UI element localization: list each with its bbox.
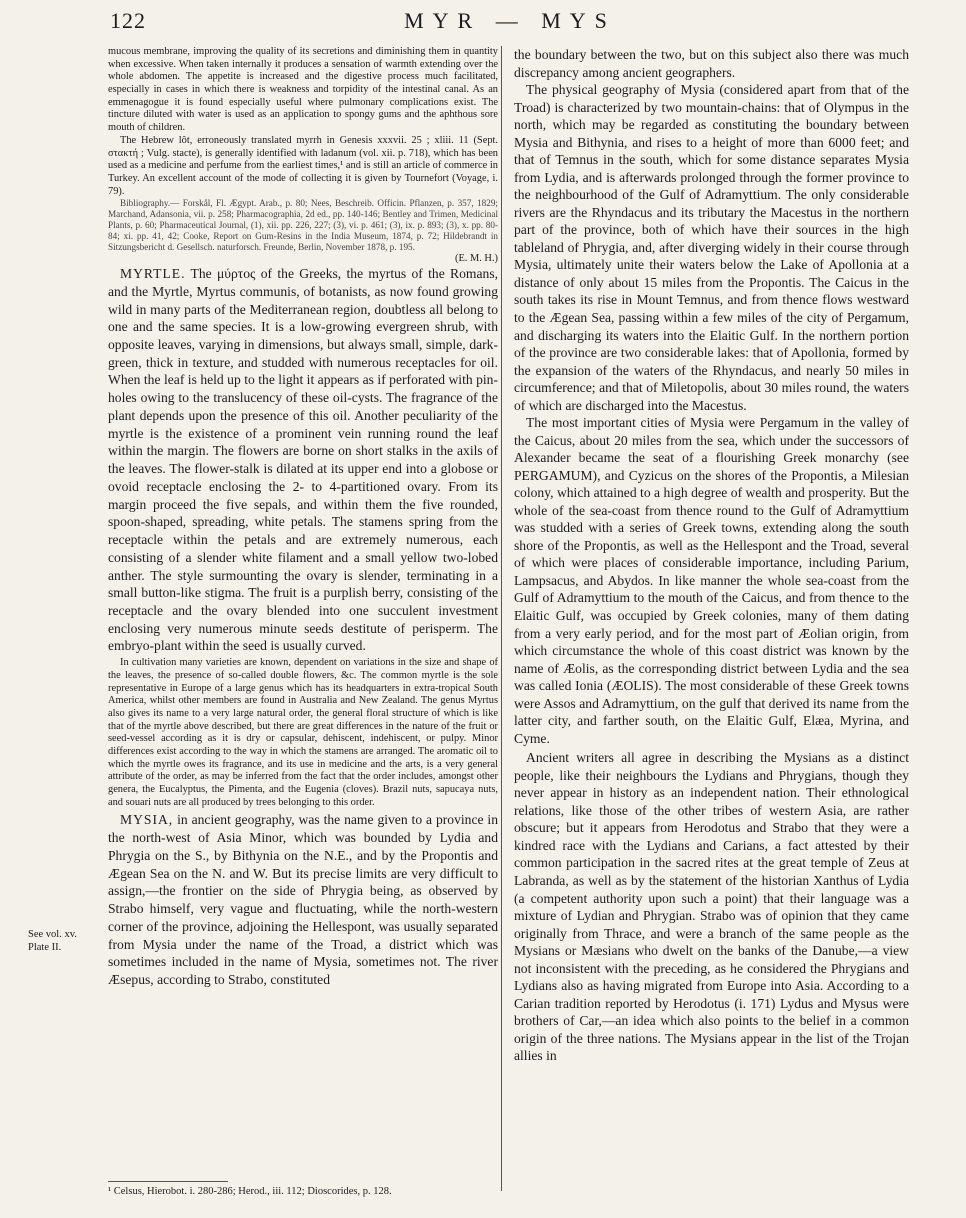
- page-header: [110, 8, 910, 42]
- running-head: MYR — MYS: [404, 8, 616, 33]
- mysia-article: [108, 811, 498, 988]
- mysia-body: in ancient geography, was the name given to a province in the north-west of Asia Minor, which was bounded by Lydia and Phrygia on the S., by Bithynia on the N.E., and by the Propontis and Ægean Sea on the N. and W. But its precise limits are very difficult to assign,—the frontier on the side of Phrygia being, as observed by Strabo himself, very vague and fluctuating, while the north-western corner of the province, adjoining the Hellespont, was usually separated from Mysia under the name of the Troad, a district which was sometimes included in the name of Mysia, sometimes not. The river Æsepus, according to Strabo, constituted: [108, 812, 498, 988]
- author-signature: (E. M. H.): [455, 252, 498, 264]
- mysia-paragraph-3: The most important cities of Mysia were Pergamum in the valley of the Caicus, about 20 miles from the sea, which under the successors of Alexander became the seat of a flourishing Greek monarchy (see PERGAMUM), and Cyzicus on the shores of the Propontis, a Milesian colony, which attained to a high degree of wealth and prosperity. But the whole of the sea-coast from thence round to the Gulf of Adramyttium was studded with a series of Greek towns, extending along the south shore of the Propontis, as well as the Hellespont and the Troad, several of which were places of considerable importance, including Parium, Lampsacus, and Abydos. In like manner the whole sea-coast from the Gulf of Adramyttium to the mouth of the Caicus, and from thence to the Elaitic Gulf, was occupied by Greek colonies, many of them dating from a very early period, and for the most part of Æolian origin, from which circumstance the whole of this coast district was known by the name of Æolis, as the corresponding district between Lydia and the sea was called Ionia (ÆOLIS). The most considerable of these Greek towns were Assos and Adramyttium, on the gulf that derived its name from the latter city, and farther south, on the Elaitic Gulf, Elæa, Myrina, and Cyme.: [514, 415, 909, 746]
- myrtle-article: [108, 265, 498, 655]
- myrrh-paragraph-2: The Hebrew lôt, erroneously translated myrrh in Genesis xxxvii. 25 ; xliii. 11 (Sept. στακτή ; Vulg. stacte), is generally identified with ladanum (vol. xii. p. 718), which has been used as a medicine and perfume from the earliest times,¹ and is still an article of commerce in Turkey. An excellent account of the mode of collecting it is given by Tournefort (Voyage, i. 79).: [108, 134, 498, 197]
- mysia-paragraph-1-cont: the boundary between the two, but on this subject also there was much discrepancy among ancient geographers.: [514, 47, 909, 80]
- myrtle-body: The μύρτος of the Greeks, the myrtus of the Romans, and the Myrtle, Myrtus communis, of botanists, as now found growing wild in many parts of the Mediterranean region, doubtless all belong to one and the same species. It is a low-growing evergreen shrub, with opposite leaves, varying in dimensions, but always small, simple, dark-green, thick in texture, and studded with numerous receptacles for oil. When the leaf is held up to the light it appears as if perforated with pin-holes owing to the translucency of these oil-cysts. The fragrance of the plant depends upon the presence of this oil. Another peculiarity of the myrtle is the existence of a prominent vein running round the leaf within the margin. The flowers are borne on short stalks in the axils of the leaves. The flower-stalk is dilated at its upper end into a globose or ovoid receptacle enclosing the 2- to 4-partitioned ovary. From its margin proceed the five sepals, and within them the five rounded, spoon-shaped, spreading, white petals. The stamens spring from the receptacle within the petals and are extremely numerous, each consisting of a slender white filament and a small yellow two-lobed anther. The style surmounting the ovary is slender, terminating in a small button-like stigma. The fruit is a purplish berry, consisting of the receptacle and the ovary blended into one succulent investment enclosing very numerous minute seeds destitute of perisperm. The embryo-plant within the seed is usually curved.: [108, 266, 499, 654]
- mysia-headword: MYSIA,: [120, 812, 174, 828]
- footnote: ¹ Celsus, Hierobot. i. 280-286; Herod., iii. 112; Dioscorides, p. 128.: [108, 1186, 392, 1197]
- mysia-paragraph-2: The physical geography of Mysia (considered apart from that of the Troad) is characterized by two mountain-chains: that of Olympus in the north, which may be regarded as constituting the boundary between Mysia and Bithynia, and rises to a height of more than 6000 feet; and that of Temnus in the south, which for some distance separates Mysia from Lydia, and is afterwards prolonged through the former province to the neighbourhood of the Gulf of Adramyttium. The only considerable rivers are the Rhyndacus and its tributary the Macestus in the northern part of the province, both of which have their sources in the high tableland of Phrygia, and, after diverging widely in their course through Mysia, ultimately unite their waters below the Lake of Apollonia at a distance of only about 15 miles from the Propontis. The Caicus in the south takes its rise in Mount Temnus, and from thence flows westward to the Ægean Sea, passing within a few miles of the city of Pergamum, and discharging its waters into the Elaitic Gulf. In the northern portion of the province are two considerable lakes: that of Apollonia, formed by the expansion of the waters of the Rhyndacus, and nearly 50 miles in circumference; and that of Miletopolis, about 30 miles round, the waters of which are discharged into the Macestus.: [514, 82, 909, 413]
- myrrh-bibliography: Bibliography.— Forskål, Fl. Ægypt. Arab., p. 80; Nees, Beschreib. Officin. Pflanzen, p. 357, 1829; Marchand, Adansonia, vii. p. 258; Pharmacographia, 2d ed., pp. 140-146; Bentley and Trimen, Medicinal Plants, p. 60; Pharmaceutical Journal, (1), xii. pp. 226, 227; (3), vi. p. 461; (3), ix. p. 893; (3), x. pp. 80-84; xi. pp. 41, 42; Cooke, Report on Gum-Resins in the India Museum, 1874, p. 72; Hildebrandt in Sitzungsbericht d. Gesellsch. naturforsch. Freunde, Berlin, November 1878, p. 195.: [108, 198, 498, 252]
- footnote-rule: [108, 1181, 228, 1182]
- myrtle-paragraph-2: In cultivation many varieties are known, dependent on variations in the size and shape of the leaves, the presence of so-called double flowers, &c. The common myrtle is the sole representative in Europe of a large genus which has its headquarters in extra-tropical South America, whilst other members are found in Australia and New Zealand. The genus Myrtus also gives its name to a very large natural order, the general floral structure of which is like that of the myrtle above described, but there are great differences in the nature of the fruit or seed-vessel according as it is dry or capsular, dehiscent, indehiscent, or pulpy. Minor differences exist according to the way in which the stamens are arranged. The aromatic oil to which the myrtle owes its fragrance, and its use in medicine and the arts, is a very general attribute of the order, as may be inferred from the fact that the order includes, amongst other genera, the Eucalyptus, the Pimenta, and the Eugenia (cloves). Brazil nuts, sapucaya nuts, and souari nuts are all produced by trees belonging to this order.: [108, 657, 498, 808]
- right-column: [514, 46, 909, 1065]
- myrtle-headword: MYRTLE.: [120, 266, 186, 282]
- myrrh-paragraph-1: mucous membrane, improving the quality of its secretions and diminishing them in quantity when excessive. When taken internally it produces a sensation of warmth extending over the whole abdomen. The appetite is increased and the digestive process much facilitated, especially in cases in which there is weakness and torpidity of the intestinal canal. As an emmenagogue it is found especially useful where pulmonary complications exist. The tincture diluted with water is used as an application to spongy gums and the aphthous sore mouth of children.: [108, 46, 498, 134]
- margin-note: See vol. xv. Plate II.: [28, 929, 77, 954]
- mysia-paragraph-4: Ancient writers all agree in describing the Mysians as a distinct people, like their neighbours the Lydians and Phrygians, though they never appear in history as an independent nation. Their ethnological relations, like those of the other tribes of western Asia, are rather obscure; but it appears from Herodotus and Strabo that they were a kindred race with the Lydians and Carians, a fact attested by their common participation in the sacred rites at the great temple of Zeus at Labranda, as well as by the statement of the historian Xanthus of Lydia (a competent authority upon such a point) that their language was a mixture of Lydian and Phrygian. Strabo was of opinion that they came originally from Thrace, and were a branch of the same people as the Mysians or Mæsians who dwelt on the banks of the Danube,—a view not inconsistent with the preceding, as he considered the Phrygians and Lydians also as having migrated from Europe into Asia. According to a Carian tradition reported by Herodotus (i. 171) Lydus and Mysus were brothers of Car,—an idea which also points to the belief in a common origin of the three nations. The Mysians appear in the list of the Trojan allies in: [514, 750, 909, 1064]
- column-divider: [501, 46, 502, 1191]
- left-column: [108, 46, 498, 989]
- page-number: 122: [110, 8, 146, 33]
